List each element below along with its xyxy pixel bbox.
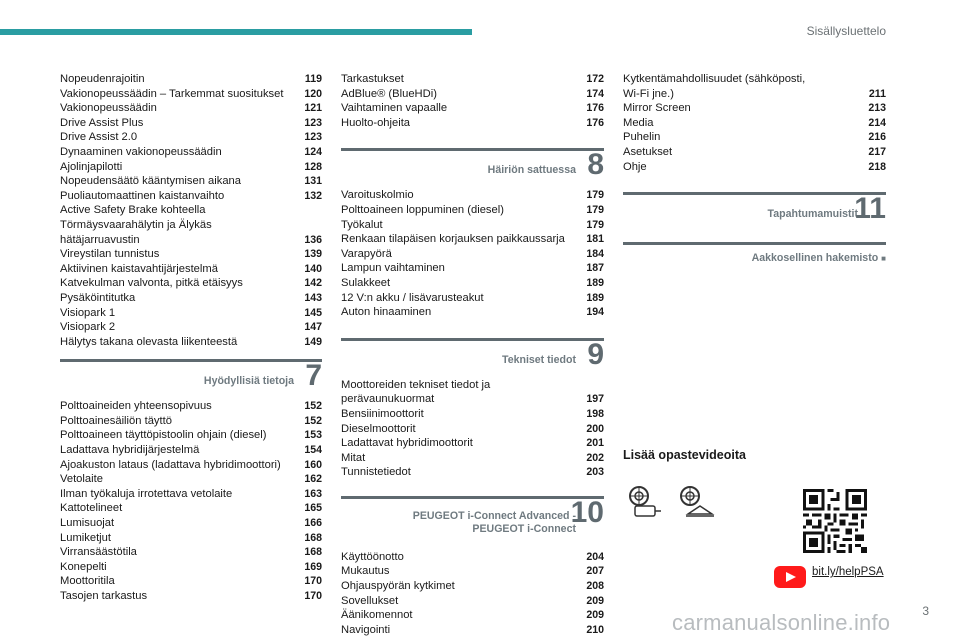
toc-entry-title: Ohjauspyörän kytkimet xyxy=(341,580,455,593)
section-number: 8 xyxy=(587,148,604,182)
toc-entry-page: 204 xyxy=(586,550,604,563)
toc-entry-title: Moottoreiden tekniset tiedot ja xyxy=(341,378,491,391)
toc-entry-title: Vireystilan tunnistus xyxy=(60,248,160,261)
toc-list xyxy=(341,72,604,130)
section-number: 10 xyxy=(570,495,604,529)
toc-entry-title: Auton hinaaminen xyxy=(341,306,432,319)
toc-entry[interactable] xyxy=(341,407,604,422)
toc-entry-title: Sovellukset xyxy=(341,594,399,607)
toc-entry-title: Äänikomennot xyxy=(341,609,413,622)
section-title: Häiriön sattuessa xyxy=(487,164,576,177)
section-title xyxy=(413,510,576,536)
toc-entry-title: Lumiketjut xyxy=(60,531,111,544)
toc-entry-page: 200 xyxy=(586,422,604,435)
toc-entry[interactable] xyxy=(60,501,322,516)
toc-entry-page: 170 xyxy=(304,590,322,602)
toc-entry-title: Ohje xyxy=(623,160,647,173)
toc-entry-title: Aktiivinen kaistavahtijärjestelmä xyxy=(60,262,218,275)
toc-entry-title: Dieselmoottorit xyxy=(341,422,416,435)
section-rule xyxy=(623,192,886,195)
toc-entry[interactable] xyxy=(341,451,604,466)
toc-entry-title: Mirror Screen xyxy=(623,102,691,115)
toc-entry[interactable] xyxy=(60,443,322,458)
section-heading-7 xyxy=(60,349,322,399)
page-number: 3 xyxy=(922,604,929,618)
section-rule xyxy=(60,359,322,362)
toc-entry[interactable] xyxy=(623,72,886,87)
toc-entry[interactable] xyxy=(341,392,604,407)
toc-entry-page: 123 xyxy=(304,116,322,129)
toc-entry[interactable] xyxy=(60,306,322,321)
toc-entry-title: Polttoainesäiliön täyttö xyxy=(60,414,172,427)
toc-entry-title: Työkalut xyxy=(341,218,383,231)
toc-entry-page: 132 xyxy=(304,189,322,202)
toc-entry[interactable] xyxy=(60,487,322,502)
toc-entry-page: 181 xyxy=(586,233,604,246)
toc-entry-title: Moottoritila xyxy=(60,575,115,588)
toc-column-1 xyxy=(60,72,322,604)
toc-entry-title: Wi-Fi jne.) xyxy=(623,87,674,100)
toc-entry[interactable] xyxy=(60,291,322,306)
index-bullet: ■ xyxy=(881,254,886,264)
section-heading-9 xyxy=(341,328,604,378)
toc-entry[interactable] xyxy=(60,218,322,233)
toc-entry[interactable] xyxy=(341,378,604,393)
qr-code-icon xyxy=(803,489,867,553)
toc-entry-page: 202 xyxy=(586,451,604,464)
toc-entry-title: Katvekulman valvonta, pitkä etäisyys xyxy=(60,277,243,290)
toc-entry-title: Lampun vaihtaminen xyxy=(341,262,445,275)
toc-entry-page: 203 xyxy=(586,466,604,479)
toc-entry-page: 179 xyxy=(586,203,604,216)
section-title: Tapahtumamuistit xyxy=(767,208,858,221)
toc-entry[interactable] xyxy=(60,116,322,131)
toc-entry[interactable] xyxy=(341,232,604,247)
toc-entry-page: 147 xyxy=(304,321,322,334)
toc-entry-page: 149 xyxy=(304,335,322,348)
toc-entry[interactable] xyxy=(60,276,322,291)
section-heading-10 xyxy=(341,486,604,550)
toc-entry[interactable] xyxy=(341,436,604,451)
toc-entry[interactable] xyxy=(341,203,604,218)
toc-list xyxy=(341,188,604,319)
toc-entry-page: 174 xyxy=(586,87,604,100)
toc-entry[interactable] xyxy=(60,262,322,277)
toc-entry[interactable] xyxy=(341,247,604,262)
section-number: 9 xyxy=(587,337,604,371)
toc-entry-title: Sulakkeet xyxy=(341,276,391,289)
toc-entry-title: Asetukset xyxy=(623,145,673,158)
toc-entry-page: 140 xyxy=(304,262,322,275)
toc-entry-title: Polttoaineen loppuminen (diesel) xyxy=(341,203,504,216)
toc-entry-page: 139 xyxy=(304,248,322,261)
toc-entry[interactable] xyxy=(60,101,322,116)
toc-entry[interactable] xyxy=(623,130,886,145)
toc-entry-title: Vetolaite xyxy=(60,473,103,486)
toc-entry-title: Nopeudenrajoitin xyxy=(60,73,145,85)
toc-entry-title: Polttoaineen täyttöpistoolin ohjain (diesel) xyxy=(60,429,267,442)
section-rule xyxy=(341,148,604,151)
toc-entry-title: Hälytys takana olevasta liikenteestä xyxy=(60,335,238,348)
section-title: Tekniset tiedot xyxy=(502,353,576,366)
toc-entry-page: 165 xyxy=(304,502,322,515)
toc-entry-title: Lumisuojat xyxy=(60,517,115,530)
toc-entry[interactable] xyxy=(60,399,322,414)
toc-entry-page: 189 xyxy=(586,291,604,304)
toc-list xyxy=(60,72,322,349)
toc-entry-page: 152 xyxy=(304,400,322,413)
toc-entry-page: 152 xyxy=(304,414,322,427)
toc-entry-title: Ilman työkaluja irrotettava vetolaite xyxy=(60,487,233,500)
toc-entry[interactable] xyxy=(60,458,322,473)
toc-entry-page: 145 xyxy=(304,306,322,319)
header-accent-bar xyxy=(0,29,472,35)
toc-entry-title: Huolto-ohjeita xyxy=(341,116,411,129)
toc-entry[interactable] xyxy=(60,72,322,87)
toc-entry-title: Active Safety Brake kohteella xyxy=(60,204,206,217)
toc-entry[interactable] xyxy=(623,160,886,175)
toc-entry[interactable] xyxy=(341,422,604,437)
toc-entry[interactable] xyxy=(341,116,604,131)
toc-list xyxy=(623,72,886,174)
toc-entry-page: 163 xyxy=(304,487,322,500)
toc-entry[interactable] xyxy=(341,623,604,638)
toc-entry-page: 162 xyxy=(304,473,322,486)
toc-entry-page: 128 xyxy=(304,160,322,173)
toc-entry[interactable] xyxy=(60,335,322,350)
toc-entry-page: 123 xyxy=(304,131,322,144)
toc-entry[interactable] xyxy=(341,87,604,102)
toc-entry-page: 169 xyxy=(304,560,322,573)
toc-entry[interactable] xyxy=(341,465,604,480)
toc-entry[interactable] xyxy=(623,101,886,116)
toc-entry-title: Törmäysvaarahälytin ja Älykäs xyxy=(60,218,212,231)
toc-entry[interactable] xyxy=(60,130,322,145)
toc-entry[interactable] xyxy=(341,550,604,565)
toc-entry-page: 176 xyxy=(586,102,604,115)
toc-entry-title: Virransäästötila xyxy=(60,546,137,559)
toc-entry-title: Vakionopeussäädin xyxy=(60,102,157,115)
toc-entry-title: Visiopark 2 xyxy=(60,321,116,334)
toc-entry-page: 121 xyxy=(304,102,322,115)
toc-entry-page: 189 xyxy=(586,276,604,289)
toc-entry[interactable] xyxy=(60,414,322,429)
toc-entry[interactable] xyxy=(341,291,604,306)
toc-entry-title: Ladattavat hybridimoottorit xyxy=(341,437,473,450)
toc-entry-page: 119 xyxy=(304,73,322,85)
toc-entry[interactable] xyxy=(60,160,322,175)
toc-entry-title: Tasojen tarkastus xyxy=(60,590,148,602)
toc-entry[interactable] xyxy=(60,545,322,560)
toc-entry-title: Kytkentämahdollisuudet (sähköposti, xyxy=(623,73,806,85)
toc-entry[interactable] xyxy=(60,560,322,575)
toc-entry-page: 131 xyxy=(304,175,322,188)
toc-entry-title: Vakionopeussäädin – Tarkemmat suositukset xyxy=(60,87,284,100)
toc-entry-page: 201 xyxy=(586,437,604,450)
toc-entry-page: 153 xyxy=(304,429,322,442)
toc-entry[interactable] xyxy=(341,72,604,87)
toc-entry-title: Drive Assist Plus xyxy=(60,116,144,129)
toc-entry-title: Dynaaminen vakionopeussäädin xyxy=(60,145,222,158)
toc-entry-page: 184 xyxy=(586,247,604,260)
toc-entry-title: hätäjarruavustin xyxy=(60,233,140,246)
toc-entry-page: 197 xyxy=(586,393,604,406)
toc-entry-page: 207 xyxy=(586,565,604,578)
toc-entry-page: 120 xyxy=(304,87,322,100)
toc-entry[interactable] xyxy=(623,87,886,102)
section-title: Hyödyllisiä tietoja xyxy=(203,375,294,388)
toc-entry[interactable] xyxy=(341,261,604,276)
toc-entry-page: 216 xyxy=(868,131,886,144)
toc-entry[interactable] xyxy=(60,189,322,204)
toc-entry-page: 198 xyxy=(586,407,604,420)
toc-entry-page: 209 xyxy=(586,609,604,622)
toc-entry-title: Ladattava hybridijärjestelmä xyxy=(60,444,200,457)
index-heading xyxy=(623,232,886,272)
watermark: carmanualsonline.info xyxy=(672,610,891,635)
toc-entry[interactable] xyxy=(60,428,322,443)
toc-entry-title: Ajoakuston lataus (ladattava hybridimoottori) xyxy=(60,458,281,471)
toc-entry[interactable] xyxy=(341,218,604,233)
section-number: 7 xyxy=(305,359,322,393)
toc-entry-title: Puhelin xyxy=(623,131,661,144)
section-header-title: Sisällysluettelo xyxy=(806,24,886,38)
section-heading-11 xyxy=(623,182,886,232)
toc-entry-title: Renkaan tilapäisen korjauksen paikkaussarja xyxy=(341,233,565,246)
toc-entry-title: Tarkastukset xyxy=(341,73,404,85)
toc-entry-title: perävaunukuormat xyxy=(341,393,435,406)
toc-entry-page: 154 xyxy=(304,444,322,457)
toc-entry[interactable] xyxy=(341,305,604,320)
toc-entry-title: Pysäköintitutka xyxy=(60,291,136,304)
toc-entry[interactable] xyxy=(623,145,886,160)
toc-entry-page: 168 xyxy=(304,531,322,544)
toc-entry-title: Bensiinimoottorit xyxy=(341,407,424,420)
toc-entry-page: 168 xyxy=(304,546,322,559)
toc-entry-page: 170 xyxy=(304,575,322,588)
index-title-text: Aakkosellinen hakemisto xyxy=(751,252,879,265)
toc-entry-page: 160 xyxy=(304,458,322,471)
toc-entry[interactable] xyxy=(60,145,322,160)
toc-entry-page: 176 xyxy=(586,116,604,129)
toc-entry[interactable] xyxy=(341,564,604,579)
toc-entry[interactable] xyxy=(60,320,322,335)
toc-entry[interactable] xyxy=(341,101,604,116)
toc-entry-title: Visiopark 1 xyxy=(60,306,116,319)
toc-entry-title: Konepelti xyxy=(60,560,107,573)
index-title xyxy=(752,252,886,264)
toc-entry-page: 166 xyxy=(304,517,322,530)
toc-entry[interactable] xyxy=(60,589,322,604)
toc-entry-title: 12 V:n akku / lisävarusteakut xyxy=(341,291,484,304)
toc-entry-page: 124 xyxy=(304,145,322,158)
toc-entry-page: 209 xyxy=(586,594,604,607)
toc-entry[interactable] xyxy=(60,531,322,546)
toc-entry-title: Käyttöönotto xyxy=(341,550,404,563)
toc-column-3 xyxy=(623,72,886,272)
section-heading-8 xyxy=(341,138,604,188)
toc-entry-title: AdBlue® (BlueHDi) xyxy=(341,87,437,100)
toc-entry-title: Polttoaineiden yhteensopivuus xyxy=(60,400,212,413)
toc-entry-page: 179 xyxy=(586,189,604,202)
youtube-icon[interactable] xyxy=(774,566,806,588)
toc-entry-title: Mukautus xyxy=(341,565,390,578)
toc-entry[interactable] xyxy=(341,594,604,609)
toc-entry-page: 208 xyxy=(586,580,604,593)
toc-entry-title: Navigointi xyxy=(341,623,391,636)
toc-entry-page: 142 xyxy=(304,277,322,290)
toc-entry-page: 217 xyxy=(868,145,886,158)
toc-entry-page: 179 xyxy=(586,218,604,231)
toc-entry[interactable] xyxy=(60,574,322,589)
toc-entry-page: 172 xyxy=(586,73,604,85)
toc-entry[interactable] xyxy=(341,579,604,594)
section-rule xyxy=(341,338,604,341)
tire-pressure-icon xyxy=(678,484,718,522)
section-title-line-1: PEUGEOT i-Connect Advanced - xyxy=(412,509,576,522)
toc-list xyxy=(341,378,604,480)
toc-list xyxy=(341,550,604,638)
toc-entry[interactable] xyxy=(341,608,604,623)
toc-entry[interactable] xyxy=(60,87,322,102)
help-videos-link[interactable]: bit.ly/helpPSA xyxy=(812,566,884,578)
toc-entry[interactable] xyxy=(60,203,322,218)
toc-entry-page: 214 xyxy=(868,116,886,129)
toc-entry-page: 143 xyxy=(304,291,322,304)
toc-entry-title: Vaihtaminen vapaalle xyxy=(341,102,448,115)
toc-entry[interactable] xyxy=(341,276,604,291)
toc-entry-title: Kattotelineet xyxy=(60,502,123,515)
toc-entry-title: Varapyörä xyxy=(341,247,392,260)
section-rule xyxy=(341,496,604,499)
toc-entry-title: Nopeudensäätö kääntymisen aikana xyxy=(60,175,241,188)
toc-entry-page: 136 xyxy=(304,233,322,246)
toc-entry[interactable] xyxy=(60,516,322,531)
section-number: 11 xyxy=(854,192,886,226)
toc-entry[interactable] xyxy=(623,116,886,131)
toc-entry-title: Drive Assist 2.0 xyxy=(60,131,138,144)
toc-list xyxy=(60,399,322,603)
toc-entry-page: 210 xyxy=(586,623,604,636)
toc-entry-title: Ajolinjapilotti xyxy=(60,160,123,173)
toc-entry-page: 194 xyxy=(586,306,604,319)
toc-entry-title: Puoliautomaattinen kaistanvaihto xyxy=(60,189,225,202)
section-title-line-2: PEUGEOT i-Connect xyxy=(472,522,576,535)
toc-entry-page: 211 xyxy=(868,87,886,100)
toc-entry[interactable] xyxy=(60,233,322,248)
toc-entry[interactable] xyxy=(60,472,322,487)
toc-entry-title: Media xyxy=(623,116,654,129)
toc-entry-title: Varoituskolmio xyxy=(341,189,414,202)
toc-entry[interactable] xyxy=(60,174,322,189)
toc-entry-page: 213 xyxy=(868,102,886,115)
toc-entry-title: Mitat xyxy=(341,451,366,464)
toc-entry-title: Tunnistetiedot xyxy=(341,466,411,479)
section-rule xyxy=(623,242,886,245)
extra-videos-title: Lisää opastevideoita xyxy=(623,448,746,462)
tire-repair-icon xyxy=(625,484,665,522)
toc-entry[interactable] xyxy=(60,247,322,262)
toc-entry-page: 187 xyxy=(586,262,604,275)
toc-entry[interactable] xyxy=(341,188,604,203)
toc-entry-page: 218 xyxy=(868,160,886,173)
toc-column-2 xyxy=(341,72,604,637)
